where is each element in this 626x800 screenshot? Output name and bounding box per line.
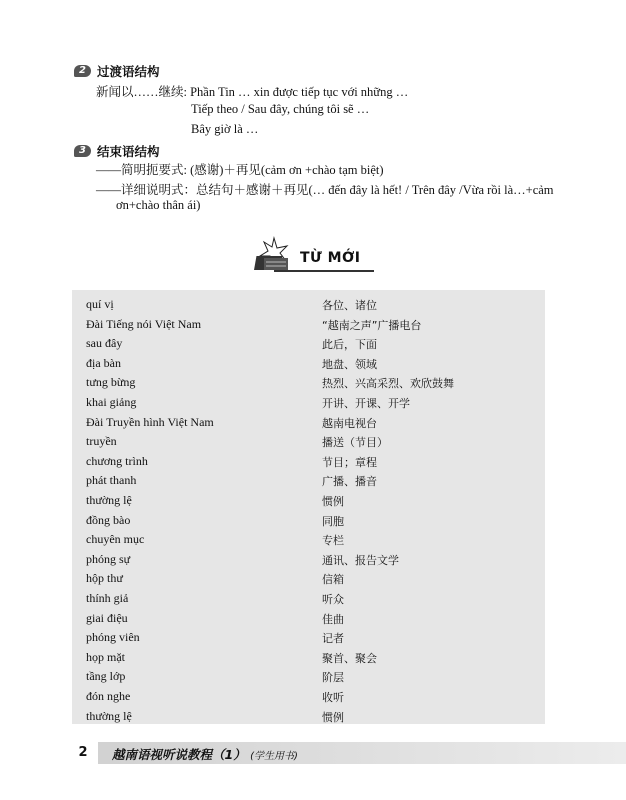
closing-line-1: ——简明扼要式: (感谢)＋再见(cảm ơn +chào tạm biệt) [96,163,384,177]
vocabulary-table [72,290,545,724]
vocab-vietnamese: khai giảng [86,395,137,409]
vocab-chinese: 收听 [322,691,344,704]
vocab-row [72,392,545,412]
vocab-row [72,314,545,334]
vocab-chinese: 聚首、聚会 [322,651,377,665]
vocab-chinese: 听众 [322,593,344,606]
vocab-chinese: 播送（节目） [322,436,388,450]
new-words-title: TỪ MỚI [300,250,361,266]
closing-line-3: ơn+chào thân ái) [116,198,201,212]
vocab-chinese: 通讯、报告文学 [322,553,399,567]
vocab-vietnamese: truyền [86,434,117,449]
vocab-chinese: 开讲、开课、开学 [322,397,410,410]
vocab-chinese: 记者 [322,632,344,646]
vocab-vietnamese: phóng sự [86,551,131,566]
vocab-vietnamese: họp mặt [86,649,125,664]
vocab-row [72,510,545,530]
vocab-chinese: 各位、诸位 [322,299,377,312]
vocab-row [72,549,545,569]
vocab-vietnamese: đồng bào [86,512,131,527]
transition-line-1: 新闻以……继续: Phần Tin … xin được tiếp tục với những … [96,85,409,99]
vocab-vietnamese: Đài Tiếng nói Việt Nam [86,316,202,331]
vocab-vietnamese: thường lệ [86,708,132,723]
vocab-vietnamese: Đài Truyền hình Việt Nam [86,414,214,429]
vocab-vietnamese: đón nghe [86,689,131,703]
vocab-chinese: 越南电视台 [322,416,377,430]
vocab-chinese: 热烈、兴高采烈、欢欣鼓舞 [322,377,454,391]
title-underline [274,270,374,272]
vocab-chinese: 地盘、领域 [322,357,377,371]
transition-line-3: Bây giờ là … [191,122,259,136]
section-number-badge: 2 [74,65,91,77]
vocab-vietnamese: địa bàn [86,355,121,370]
vocab-row [72,431,545,451]
vocab-chinese: 信箱 [322,573,344,587]
new-words-header [254,236,374,276]
vocab-vietnamese: thính giả [86,591,129,605]
book-subtitle: (学生用书) [250,751,298,762]
section-title: 结束语结构 [97,144,160,159]
vocab-vietnamese: giai điệu [86,610,128,625]
vocab-row [72,568,545,588]
vocab-vietnamese: quí vị [86,297,114,311]
vocab-vietnamese: chương trình [86,453,148,468]
vocab-chinese: 此后，下面 [322,338,377,352]
vocab-vietnamese: sau đây [86,336,123,351]
vocab-row [72,706,545,726]
book-title-main: 越南语视听说教程（1） [112,747,246,762]
vocab-vietnamese: phóng viên [86,630,140,645]
vocab-chinese: 广播、播音 [322,475,377,489]
vocab-chinese: 专栏 [322,534,344,548]
book-title [112,745,298,763]
closing-line-2: ——详细说明式：总结句＋感谢＋再见(… đến đây là hết! / Trên đây /Vừa rồi là…+cảm [96,183,554,197]
vocab-chinese: 节目；章程 [322,455,377,469]
vocab-vietnamese: thường lệ [86,493,132,507]
vocab-chinese: 阶层 [322,671,344,685]
vocab-row [72,294,545,314]
vocab-row [72,647,545,667]
vocab-row [72,666,545,686]
vocab-vietnamese: tưng bừng [86,375,136,390]
vocab-chinese: 佳曲 [322,612,344,626]
vocab-vietnamese: hộp thư [86,571,123,586]
vocab-row [72,627,545,647]
vocab-chinese: 惯例 [322,710,344,724]
vocab-row [72,529,545,549]
vocab-row [72,333,545,353]
vocab-row [72,608,545,628]
vocab-chinese: 同胞 [322,514,344,528]
vocab-row [72,686,545,706]
section-title: 过渡语结构 [97,64,160,79]
page-number: 2 [68,742,98,764]
vocab-row [72,372,545,392]
vocab-chinese: “越南之声”广播电台 [322,318,422,332]
vocab-vietnamese: chuyên mục [86,532,145,547]
section-2-heading [74,62,160,80]
vocab-vietnamese: phát thanh [86,473,137,488]
section-3-heading [74,142,160,160]
page-footer [68,742,626,764]
vocab-row [72,588,545,608]
vocab-row [72,412,545,432]
vocab-chinese: 惯例 [322,495,344,508]
section-number-badge: 3 [74,145,91,157]
vocab-row [72,353,545,373]
vocab-vietnamese: tầng lớp [86,669,126,684]
transition-line-2: Tiếp theo / Sau đây, chúng tôi sẽ … [191,102,370,116]
vocab-row [72,490,545,510]
vocab-row [72,451,545,471]
vocab-row [72,470,545,490]
